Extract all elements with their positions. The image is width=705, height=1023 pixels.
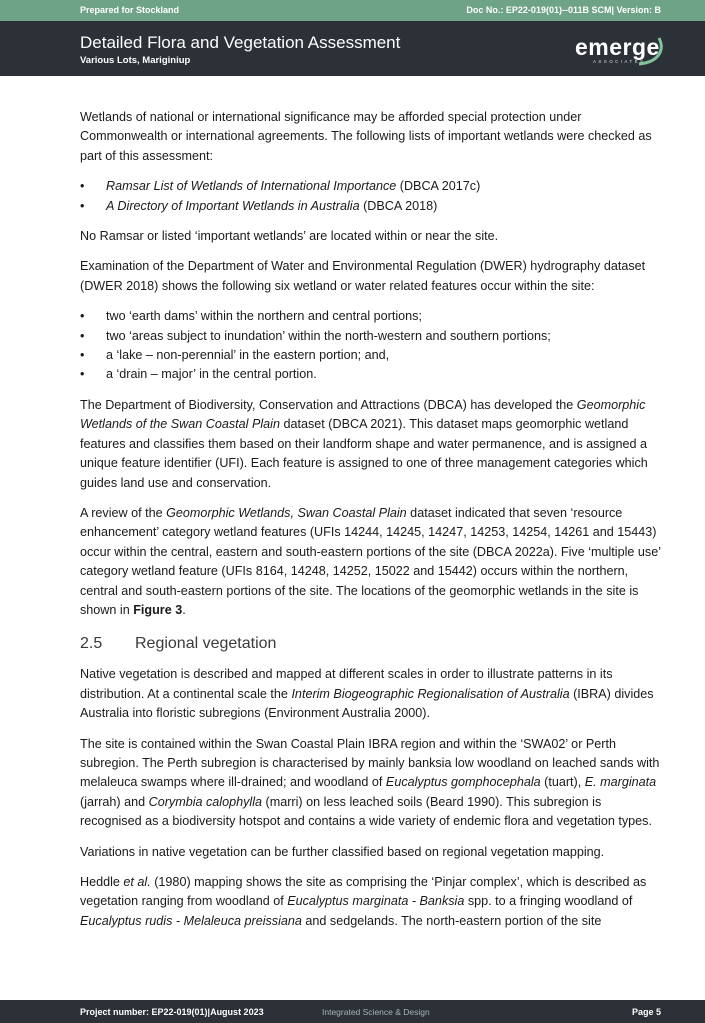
doc-number: Doc No.: EP22-019(01)--011B SCM| Version: B	[466, 5, 661, 15]
section-title: Regional vegetation	[135, 635, 277, 653]
list-item	[80, 177, 662, 196]
text-run: The Department of Biodiversity, Conservation and Attractions (DBCA) has developed the	[80, 397, 577, 412]
bullet-icon: •	[80, 367, 85, 382]
text-run: Heddle	[80, 875, 124, 889]
list-item-text: two ‘earth dams’ within the northern and central portions;	[106, 309, 422, 324]
text-run: (tuart),	[540, 775, 585, 790]
emerge-logo	[575, 34, 665, 68]
species-name: Eucalyptus rudis - Melaleuca preissiana	[80, 913, 302, 928]
species-name: Eucalyptus gomphocephala	[385, 775, 541, 790]
paragraph: Examination of the Department of Water and Environmental Regulation (DWER) hydrography dataset (DWER 2018) shows the following six wetland or water related features occur within the site:	[80, 259, 646, 293]
document-title: Detailed Flora and Vegetation Assessment	[80, 33, 401, 52]
page-footer	[0, 1000, 705, 1023]
page-content	[80, 108, 662, 942]
paragraph	[80, 396, 662, 493]
text-run: (1980) mapping shows the site as comprising the ‘Pinjar complex’, which is described as vegetation ranging from woodland of	[80, 875, 647, 909]
figure-reference: Figure 3	[133, 602, 183, 617]
section-number: 2.5	[80, 635, 103, 653]
logo-subtext: ASSOCIATES	[593, 59, 646, 64]
paragraph: No Ramsar or listed ‘important wetlands’ are located within or near the site.	[80, 229, 499, 244]
list-item-title: Ramsar List of Wetlands of International Importance	[106, 179, 397, 194]
project-number: Project number: EP22-019(01)|August 2023	[80, 1007, 264, 1017]
text-run: Native vegetation is described and mapped at different scales in order to illustrate patterns in its distribution. At a continental scale the	[80, 667, 613, 701]
text-run: (jarrah) and	[80, 794, 149, 809]
list-item	[80, 307, 662, 326]
logo-wordmark: emerge	[575, 34, 660, 60]
species-name: Corymbia calophylla	[148, 794, 263, 809]
list-item-text: two ‘areas subject to inundation’ within the north-western and southern portions;	[106, 328, 551, 343]
prepared-for: Prepared for Stockland	[80, 5, 180, 15]
paragraph	[80, 504, 662, 620]
bullet-icon: •	[80, 348, 85, 363]
dataset-name: Interim Biogeographic Regionalisation of Australia	[291, 686, 570, 701]
list-item	[80, 346, 662, 365]
section-heading	[80, 634, 662, 654]
list-item	[80, 365, 662, 384]
paragraph	[80, 873, 662, 931]
bullet-icon: •	[80, 179, 85, 194]
list-item-citation: (DBCA 2017c)	[396, 179, 481, 194]
document-header	[0, 21, 705, 76]
text-run: (marri) on less leached soils (Beard 1990). This subregion is recognised as a biodiversity hotspot and contains a wide variety of endemic flora and vegetation types.	[80, 794, 652, 829]
text-run: .	[182, 602, 186, 617]
list-item-text: a ‘drain – major’ in the central portion.	[106, 367, 317, 382]
paragraph: Wetlands of national or international significance may be afforded special protection under Commonwealth or international agreements. The following lists of important wetlands were checked as part of this assessment:	[80, 110, 652, 163]
document-subtitle: Various Lots, Mariginiup	[80, 55, 191, 66]
footer-tagline: Integrated Science & Design	[322, 1007, 430, 1017]
paragraph	[80, 665, 662, 723]
text-run: dataset (DBCA 2021). This dataset maps geomorphic wetland features and classifies them based on their landform shape and water permanence, and is assigned a unique feature identifier (UFI). Each feature is assigned to one of three management categories which guides land use and conservation.	[80, 417, 648, 490]
paragraph	[80, 735, 662, 832]
top-bar	[0, 0, 705, 21]
list-item-citation: (DBCA 2018)	[359, 198, 438, 213]
list-item	[80, 327, 662, 346]
dataset-name: Geomorphic Wetlands, Swan Coastal Plain	[166, 505, 407, 520]
text-run: and sedgelands. The north-eastern portion of the site	[301, 913, 602, 928]
dataset-name: Geomorphic Wetlands of the Swan Coastal Plain	[80, 397, 646, 432]
text-run: spp. to a fringing woodland of	[464, 894, 633, 909]
text-run-italic: et al.	[123, 875, 151, 889]
list-item	[80, 197, 662, 216]
important-wetlands-list	[80, 177, 662, 216]
bullet-icon: •	[80, 198, 85, 213]
wetland-features-list	[80, 307, 662, 385]
species-name: E. marginata	[584, 775, 657, 790]
text-run: dataset indicated that seven ‘resource enhancement’ category wetland features (UFIs 14244, 14245, 14247, 14253, 14254, 14261 and 15443) occur within the central, eastern and south-eastern portions of the site (DBCA 2022a). Five ‘multiple use’ category wetland feature (UFIs 8164, 14248, 14252, 15022 and 15442) occurs within the northern, central and south-eastern portions of the site. The locations of the geomorphic wetlands in the site is shown in	[80, 505, 661, 617]
paragraph: Variations in native vegetation can be further classified based on regional vegetation mapping.	[80, 844, 605, 859]
species-name: Eucalyptus marginata - Banksia	[287, 894, 465, 909]
text-run: The site is contained within the Swan Coastal Plain IBRA region and within the ‘SWA02’ or Perth subregion. The Perth subregion is characterised by mainly banksia low woodland on leached sands with melaleuca swamps where ill-drained; and woodland of	[80, 736, 660, 790]
text-run: A review of the	[80, 505, 167, 520]
page-number: Page 5	[631, 1007, 661, 1017]
bullet-icon: •	[80, 328, 85, 343]
list-item-text: a ‘lake – non-perennial’ in the eastern portion; and,	[106, 348, 390, 363]
text-run: (IBRA) divides Australia into floristic subregions (Environment Australia 2000).	[80, 686, 654, 721]
bullet-icon: •	[80, 309, 85, 324]
list-item-title: A Directory of Important Wetlands in Australia	[106, 198, 360, 213]
